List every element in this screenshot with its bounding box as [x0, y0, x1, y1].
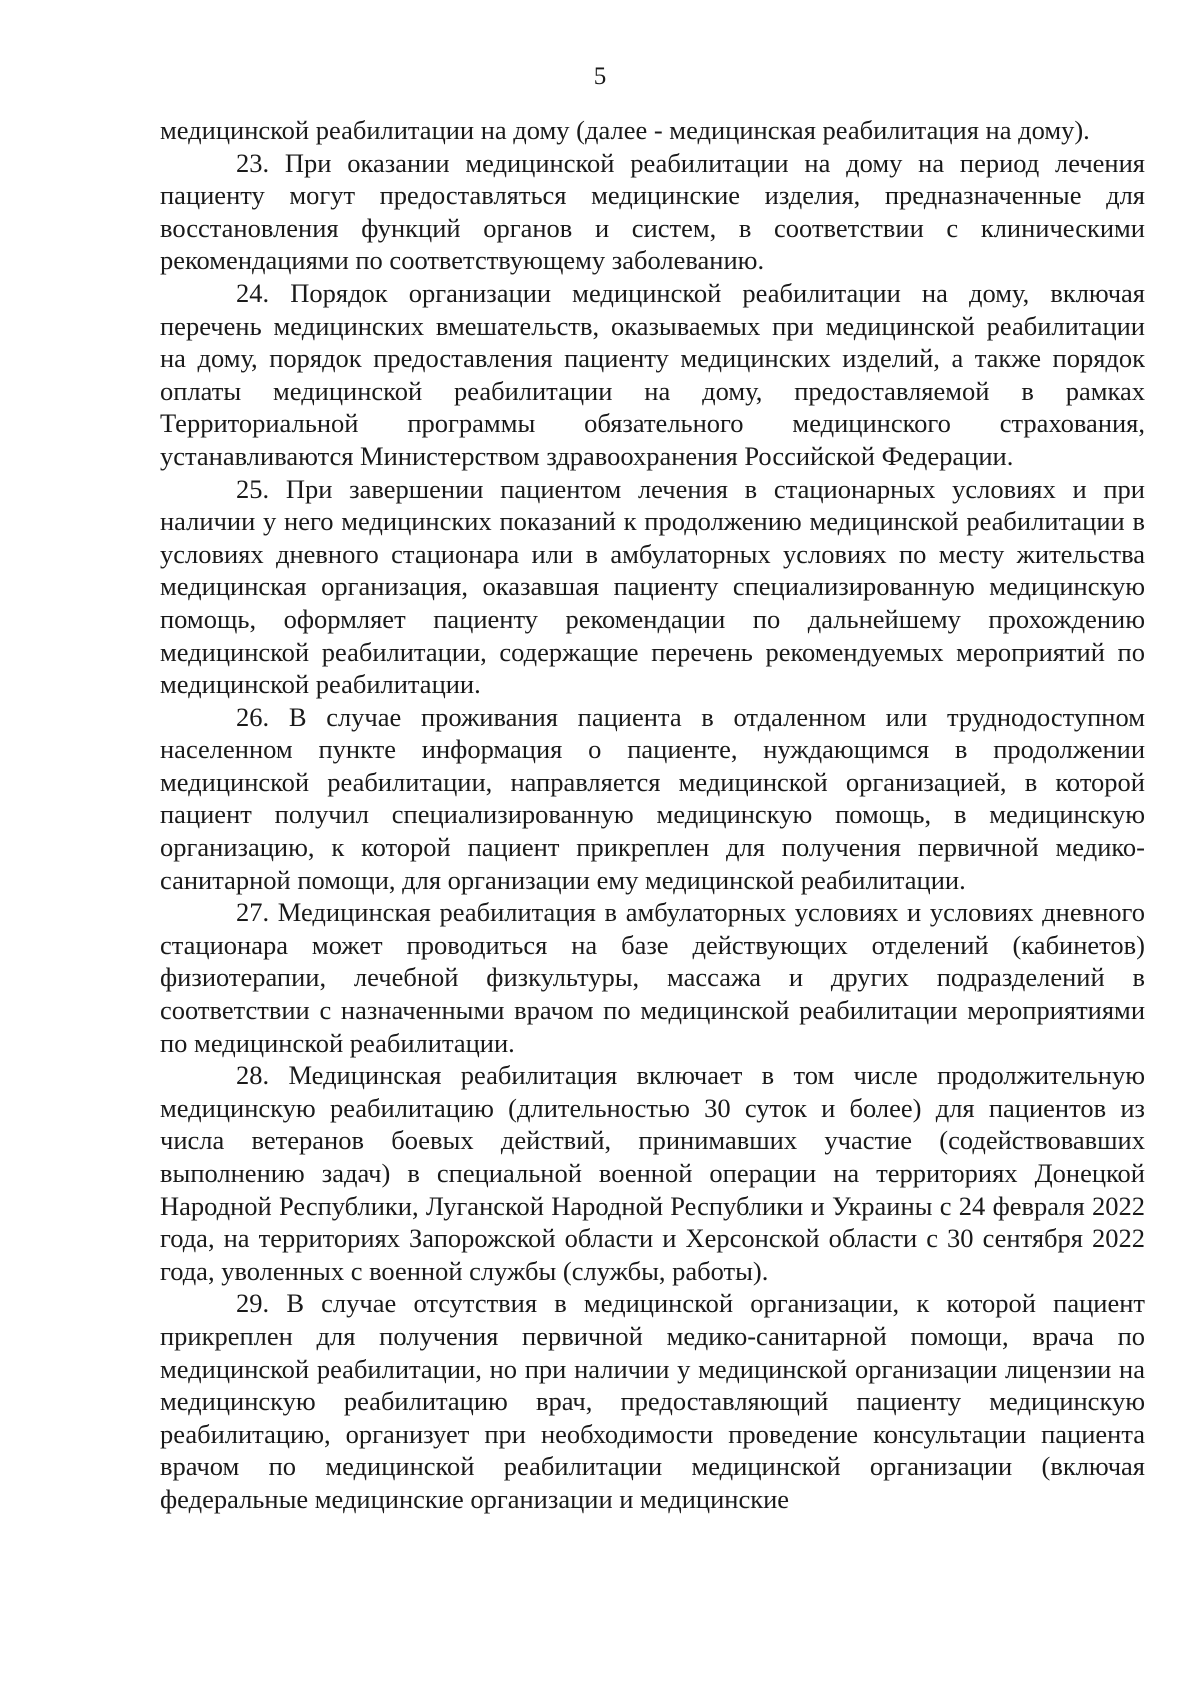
paragraph-27: 27. Медицинская реабилитация в амбулаторных условиях и условиях дневного стационара может проводиться на базе действующих отделений (кабинетов) физиотерапии, лечебной физкультуры, массажа и других подразделений в соответствии с назначенными врачом по медицинской реабилитации мероприятиями по медицинской реабилитации.: [160, 897, 1145, 1058]
paragraph-25: 25. При завершении пациентом лечения в стационарных условиях и при наличии у него медицинских показаний к продолжению медицинской реабилитации в условиях дневного стационара или в амбулаторных условиях по месту жительства медицинская организация, оказавшая пациенту специализированную медицинскую помощь, оформляет пациенту рекомендации по дальнейшему прохождению медицинской реабилитации, содержащие перечень рекомендуемых мероприятий по медицинской реабилитации.: [160, 473, 1145, 700]
paragraph-29: 29. В случае отсутствия в медицинской организации, к которой пациент прикреплен для получения первичной медико-санитарной помощи, врача по медицинской реабилитации, но при наличии у медицинской организации лицензии на медицинскую реабилитацию врач, предоставляющий пациенту медицинскую реабилитацию, организует при необходимости проведение консультации пациента врачом по медицинской реабилитации медицинской организации (включая федеральные медицинские организации и медицинские: [160, 1288, 1145, 1514]
paragraph-24: 24. Порядок организации медицинской реабилитации на дому, включая перечень медицинских вмешательств, оказываемых при медицинской реабилитации на дому, порядок предоставления пациенту медицинских изделий, а также порядок оплаты медицинской реабилитации на дому, предоставляемой в рамках Территориальной программы обязательного медицинского страхования, устанавливаются Министерством здравоохранения Российской Федерации.: [160, 277, 1145, 471]
paragraph-28: 28. Медицинская реабилитация включает в том числе продолжительную медицинскую реабилитацию (длительностью 30 суток и более) для пациентов из числа ветеранов боевых действий, принимавших участие (содействовавших выполнению задач) в специальной военной операции на территориях Донецкой Народной Республики, Луганской Народной Республики и Украины с 24 февраля 2022 года, на территориях Запорожской области и Херсонской области с 30 сентября 2022 года, уволенных с военной службы (службы, работы).: [160, 1060, 1145, 1286]
paragraph-26: 26. В случае проживания пациента в отдаленном или труднодоступном населенном пункте информация о пациенте, нуждающимся в продолжении медицинской реабилитации, направляется медицинской организацией, в которой пациент получил специализированную медицинскую помощь, в медицинскую организацию, к которой пациент прикреплен для получения первичной медико-санитарной помощи, для организации ему медицинской реабилитации.: [160, 701, 1145, 895]
document-body: [160, 114, 1145, 1516]
paragraph-22-continuation: медицинской реабилитации на дому (далее - медицинская реабилитация на дому).: [160, 115, 1090, 145]
page-number: 5: [593, 63, 607, 90]
paragraph-23: 23. При оказании медицинской реабилитации на дому на период лечения пациенту могут предоставляться медицинские изделия, предназначенные для восстановления функций органов и систем, в соответствии с клиническими рекомендациями по соответствующему заболеванию.: [160, 147, 1145, 276]
